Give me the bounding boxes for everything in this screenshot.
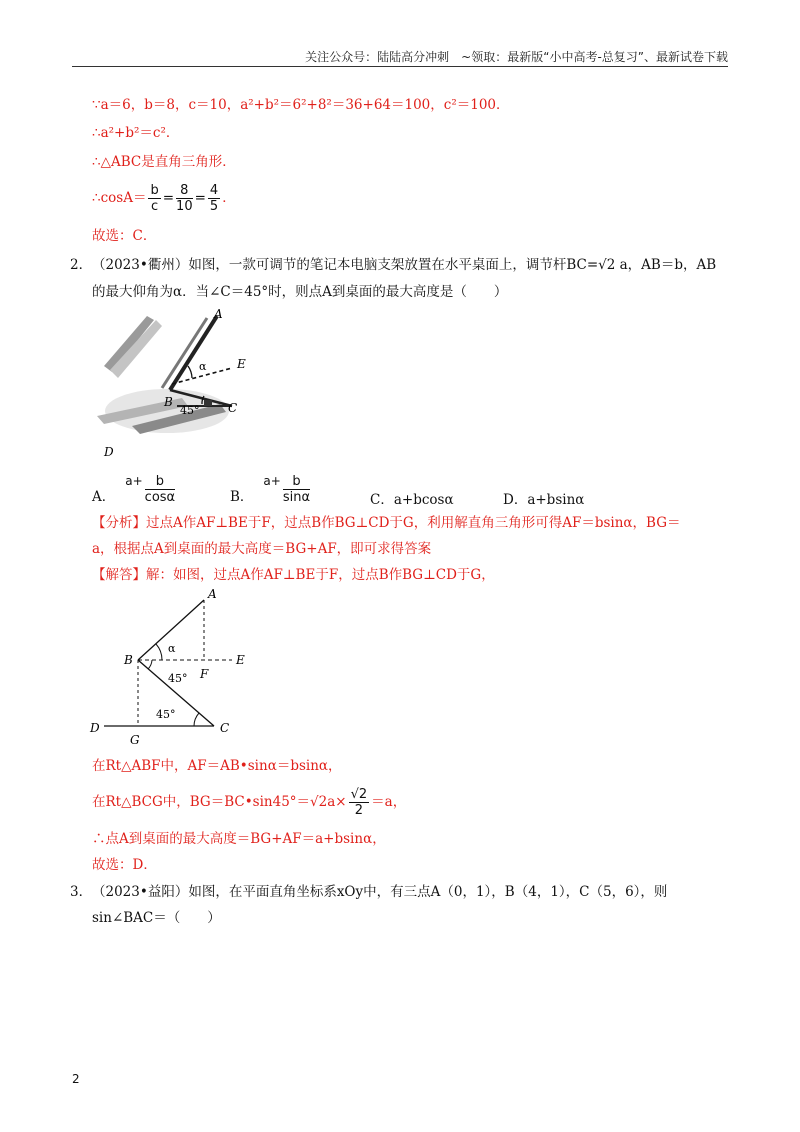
step2-frac-num: √2: [350, 787, 368, 802]
option-a-den: cosα: [144, 490, 176, 505]
option-b-num: b: [283, 474, 310, 490]
option-b-label: B．: [230, 489, 254, 505]
q2-answer: 故选：D．: [92, 857, 157, 873]
page-header: 关注公众号：陆陆高分冲刺 ~领取：最新版“小中高考-总复习”、最新试卷下载: [305, 50, 728, 64]
option-a-num: b: [145, 474, 175, 490]
step2-fraction: [349, 787, 370, 818]
geometry-diagram: [86, 586, 256, 746]
q2-analysis-line-1: 【分析】过点A作AF⊥BE于F，过点B作BG⊥CD于G，利用解直角三角形可得AF＝bsinα，BG＝: [92, 515, 681, 531]
q2-option-d[interactable]: D．a+bsinα: [503, 492, 585, 508]
option-b-fraction: [283, 474, 310, 505]
step2-prefix: 在Rt△BCG中，BG＝BC•sin45°＝√2a×: [92, 794, 347, 810]
diagram-label-alpha: α: [168, 642, 176, 655]
diagram-label-a: A: [208, 587, 217, 601]
q2-step-2: [92, 784, 406, 820]
frac1-den: c: [151, 199, 159, 214]
option-b-den: sinα: [282, 490, 311, 505]
q2-stem-line-2: 的最大仰角为α．当∠C＝45°时，则点A到桌面的最大高度是（ ）: [92, 284, 508, 300]
laptop-stand-figure: [92, 306, 252, 460]
diagram-label-d: D: [90, 721, 100, 735]
q2-analysis-line-2: a，根据点A到桌面的最大高度＝BG+AF，即可求得答案: [92, 541, 432, 557]
q3-stem-line-2: sin∠BAC＝（ ）: [92, 910, 221, 926]
prev-answer: 故选：C．: [92, 228, 157, 244]
option-a-fraction: [145, 474, 175, 505]
photo-label-b: B: [164, 395, 173, 409]
diagram-label-45-top: 45°: [168, 672, 188, 685]
diagram-label-f: F: [200, 667, 209, 681]
q2-stem-line-1: （2023•衢州）如图，一款可调节的笔记本电脑支架放置在水平桌面上，调节杆BC=√2 a，AB＝b，AB: [92, 257, 717, 273]
frac-8-over-10: [176, 183, 193, 214]
frac1-num: b: [150, 183, 159, 198]
frac-4-over-5: [208, 183, 220, 214]
cos-suffix: ．: [222, 190, 236, 206]
photo-label-a: A: [214, 307, 223, 321]
q2-number: 2．: [70, 257, 93, 273]
prev-solution-line-3: ∴△ABC是直角三角形．: [92, 154, 236, 170]
diagram-label-g: G: [130, 733, 140, 746]
q2-option-a[interactable]: [92, 474, 177, 505]
frac2-den: 10: [176, 199, 193, 214]
photo-label-45: 45°: [180, 404, 200, 417]
q2-option-c[interactable]: C．a+bcosα: [370, 492, 454, 508]
frac-b-over-c: [148, 183, 160, 214]
option-a-label: A．: [92, 489, 116, 505]
option-a-prefix: a+: [125, 474, 143, 488]
photo-label-e: E: [237, 357, 246, 371]
diagram-label-c: C: [220, 721, 230, 735]
q3-number: 3．: [70, 884, 93, 900]
q3-stem-line-1: （2023•益阳）如图，在平面直角坐标系xOy中，有三点A（0，1），B（4，1），C（5，6），则: [92, 884, 668, 900]
photo-label-d: D: [104, 445, 114, 459]
frac2-num: 8: [176, 183, 193, 199]
photo-label-c: C: [228, 401, 238, 415]
option-b-prefix: a+: [263, 474, 281, 488]
prev-solution-line-2: ∴a²+b²＝c²．: [92, 125, 180, 141]
cos-prefix: ∴cosA＝: [92, 190, 147, 206]
prev-solution-line-1: ∵a＝6，b＝8，c＝10，a²+b²＝6²+8²＝36+64＝100，c²＝100．: [92, 97, 510, 113]
prev-solution-cos: ∴cosA＝ $\frac{b}{c}$ = $\frac{8}{10}$ = $\frac{4}{5}$ ．: [92, 183, 236, 214]
q2-option-b[interactable]: [230, 474, 312, 505]
step2-frac-den: 2: [354, 803, 364, 818]
header-rule: [72, 66, 728, 67]
photo-label-alpha: α: [199, 360, 207, 373]
diagram-label-b: B: [124, 653, 133, 667]
page-number: 2: [72, 1072, 80, 1086]
step2-suffix: ＝a，: [371, 794, 407, 810]
frac3-den: 5: [209, 199, 219, 214]
q2-step-1: 在Rt△ABF中，AF＝AB•sinα＝bsinα，: [92, 758, 342, 774]
q2-step-3: ∴点A到桌面的最大高度＝BG+AF＝a+bsinα，: [92, 831, 386, 847]
diagram-label-e: E: [236, 653, 245, 667]
frac3-num: 4: [209, 183, 219, 198]
q2-solution-intro: 【解答】解：如图，过点A作AF⊥BE于F，过点B作BG⊥CD于G，: [92, 567, 495, 583]
diagram-label-45-bottom: 45°: [156, 708, 176, 721]
